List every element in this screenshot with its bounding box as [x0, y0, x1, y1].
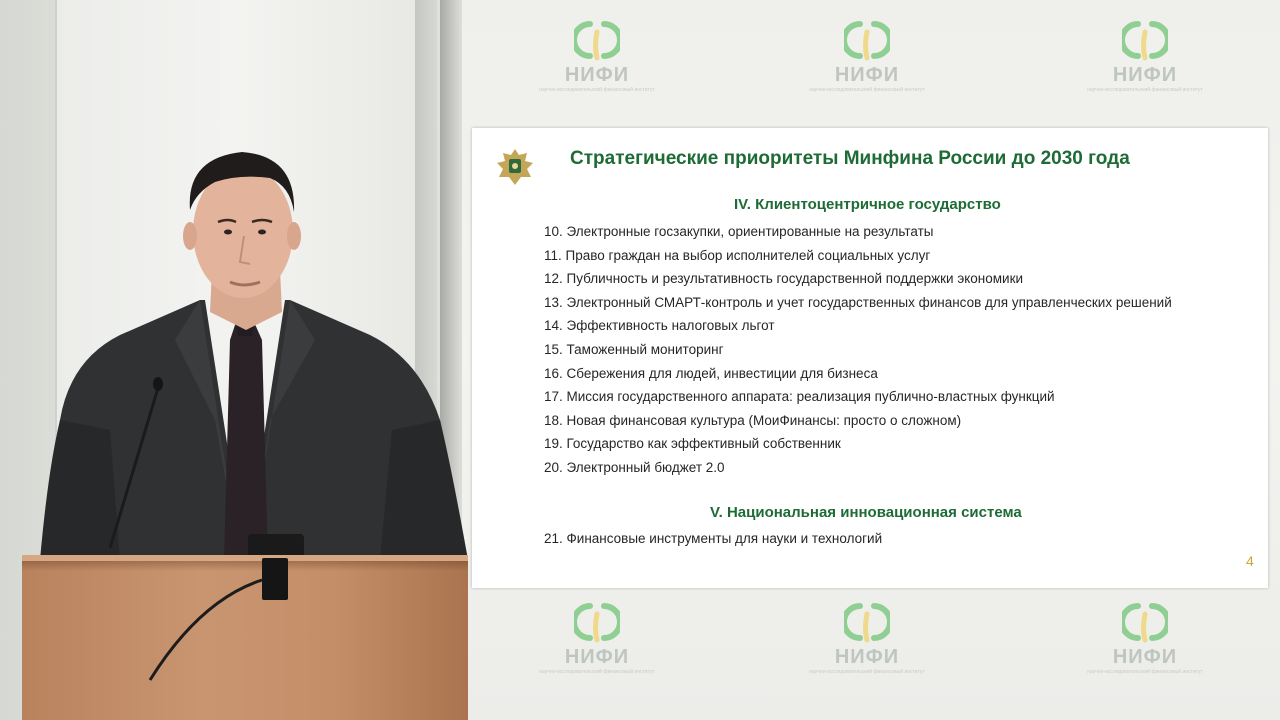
list-item: 10. Электронные госзакупки, ориентированные на результаты: [544, 224, 934, 239]
nifi-logo-icon: [574, 600, 620, 644]
list-item: 12. Публичность и результативность государственной поддержки экономики: [544, 271, 1024, 287]
podium: [22, 555, 468, 720]
nifi-logo: [1085, 600, 1205, 700]
nifi-logo-text: НИФИ: [1112, 64, 1178, 86]
nifi-logo-text: НИФИ: [834, 64, 900, 86]
list-item: 20. Электронный бюджет 2.0: [544, 459, 725, 475]
nifi-logo: [807, 600, 927, 700]
nifi-logo: [537, 600, 657, 700]
list-item: 14. Эффективность налоговых льгот: [544, 318, 775, 334]
slide-page-number: 4: [1246, 553, 1254, 569]
nifi-logo: [537, 18, 657, 118]
nifi-logo-subtitle: научно-исследовательский финансовый институт: [539, 669, 655, 675]
nifi-logo-text: НИФИ: [564, 646, 630, 668]
microphone-icon: [153, 377, 163, 391]
list-item: 16. Сбережения для людей, инвестиции для бизнеса: [544, 365, 878, 381]
nifi-logo: [1085, 18, 1205, 118]
section-heading-v: V. Национальная инновационная система: [710, 504, 1022, 521]
nifi-logo-text: НИФИ: [564, 64, 630, 86]
nifi-logo-icon: [1122, 18, 1168, 62]
section-heading-iv: IV. Клиентоцентричное государство: [734, 196, 1001, 213]
list-item: 13. Электронный СМАРТ-контроль и учет государственных финансов для управленческих решений: [544, 294, 1172, 310]
list-item: 17. Миссия государственного аппарата: реализация публично-властных функций: [544, 389, 1055, 405]
slide-title: Стратегические приоритеты Минфина России до 2030 года: [570, 148, 1130, 169]
list-item: 15. Таможенный мониторинг: [544, 341, 724, 357]
nifi-logo-subtitle: научно-исследовательский финансовый институт: [809, 669, 925, 675]
section-v-list: [544, 527, 1244, 551]
nifi-logo-subtitle: научно-исследовательский финансовый институт: [1087, 87, 1203, 93]
nifi-logo-icon: [844, 600, 890, 644]
section-iv-list: [544, 220, 1244, 480]
nifi-logo-subtitle: научно-исследовательский финансовый институт: [539, 87, 655, 93]
nifi-logo-icon: [844, 18, 890, 62]
list-item: 11. Право граждан на выбор исполнителей социальных услуг: [544, 247, 931, 263]
nifi-logo-icon: [574, 18, 620, 62]
list-item: 19. Государство как эффективный собственник: [544, 436, 841, 452]
list-item: 18. Новая финансовая культура (МоиФинансы: просто о сложном): [544, 412, 962, 428]
nifi-logo-subtitle: научно-исследовательский финансовый институт: [809, 87, 925, 93]
nifi-logo-text: НИФИ: [834, 646, 900, 668]
nifi-logo: [807, 18, 927, 118]
minfin-emblem-icon: [495, 145, 535, 189]
nifi-logo-icon: [1122, 600, 1168, 644]
nifi-logo-subtitle: научно-исследовательский финансовый институт: [1087, 669, 1203, 675]
speaker-tie: [224, 322, 268, 560]
nifi-logo-text: НИФИ: [1112, 646, 1178, 668]
presentation-slide: [472, 128, 1268, 588]
podium-shadow: [22, 561, 468, 571]
list-item: 21. Финансовые инструменты для науки и технологий: [544, 531, 883, 546]
